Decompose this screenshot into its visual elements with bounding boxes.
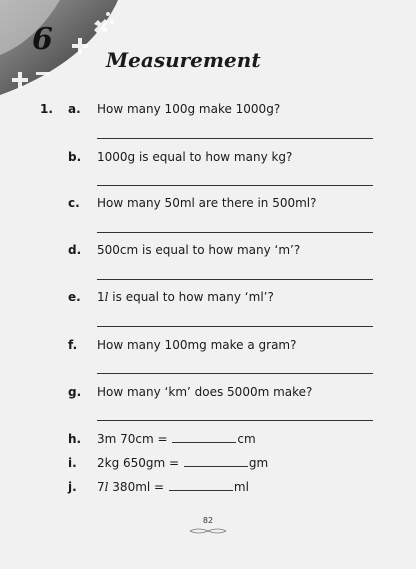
- answer-line[interactable]: [97, 138, 373, 139]
- litre-unit: l: [104, 290, 109, 304]
- item-letter: a.: [68, 102, 81, 116]
- item-letter: d.: [68, 243, 82, 257]
- page-number: 82: [202, 516, 214, 525]
- answer-line[interactable]: [97, 279, 373, 280]
- item-text: 500cm is equal to how many ‘m’?: [97, 243, 301, 257]
- page-title: Measurement: [106, 48, 261, 72]
- item-letter: g.: [68, 385, 82, 399]
- item-letter: h.: [68, 432, 82, 446]
- answer-line[interactable]: [97, 326, 373, 327]
- item-text: 7l 380ml = ml: [97, 480, 249, 494]
- fill-blank[interactable]: [172, 432, 236, 443]
- item-letter: b.: [68, 150, 82, 164]
- question-number: 1.: [40, 102, 53, 116]
- item-text: 1000g is equal to how many kg?: [97, 150, 293, 164]
- answer-line[interactable]: [97, 373, 373, 374]
- item-text: 1l is equal to how many ‘ml’?: [97, 290, 274, 304]
- answer-line[interactable]: [97, 420, 373, 421]
- item-text: How many 100mg make a gram?: [97, 338, 297, 352]
- fill-blank[interactable]: [169, 480, 233, 491]
- item-text: How many ‘km’ does 5000m make?: [97, 385, 313, 399]
- footer-ornament: [188, 527, 228, 535]
- item-text: 2kg 650gm = gm: [97, 456, 269, 470]
- item-text: How many 50ml are there in 500ml?: [97, 196, 317, 210]
- item-letter: c.: [68, 196, 80, 210]
- item-text: How many 100g make 1000g?: [97, 102, 281, 116]
- answer-line[interactable]: [97, 185, 373, 186]
- fill-blank[interactable]: [184, 456, 248, 467]
- item-text: 3m 70cm = cm: [97, 432, 256, 446]
- item-letter: j.: [68, 480, 77, 494]
- chapter-number: 6: [32, 22, 53, 57]
- item-letter: i.: [68, 456, 77, 470]
- answer-line[interactable]: [97, 232, 373, 233]
- item-letter: f.: [68, 338, 78, 352]
- litre-unit: l: [104, 480, 109, 494]
- item-letter: e.: [68, 290, 81, 304]
